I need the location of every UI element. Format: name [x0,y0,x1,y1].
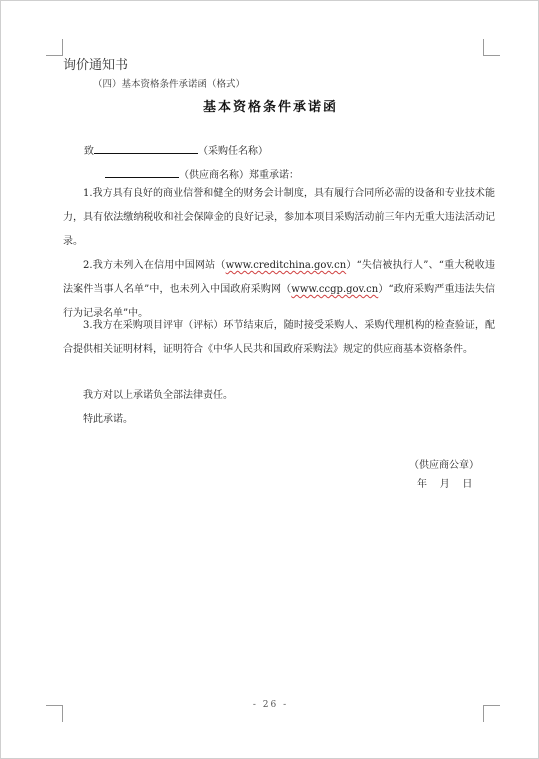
url-creditchina: www.creditchina.gov.cn [225,260,347,271]
crop-mark-top-left [46,39,63,56]
to-suffix: （采购任名称） [198,146,268,157]
supplier-line [105,166,299,181]
crop-mark-top-right [483,39,500,56]
supplier-suffix: （供应商名称）郑重承诺： [179,170,299,181]
addressee-blank [94,143,198,154]
supplier-blank [105,167,179,178]
paragraph-3: 3.我方在采购项目评审（评标）环节结束后，随时接受采购人、采购代理机构的检查验证，配合提供相关证明材料，证明符合《中华人民共和国政府采购法》规定的供应商基本资格条件。 [63,320,495,355]
p2-text-a: 2.我方未列入在信用中国网站（ [83,260,226,271]
supplier-seal: （供应商公章） [409,460,479,471]
paragraph-5: 特此承诺。 [83,414,133,425]
url-ccgp: www.ccgp.gov.cn [291,284,379,295]
paragraph-1: 1.我方具有良好的商业信誉和健全的财务会计制度，具有履行合同所必需的设备和专业技术能力，具有依法缴纳税收和社会保障金的良好记录，参加本项目采购活动前三年内无重大违法活动记录。 [63,188,495,247]
page-number: - 26 - [252,700,289,710]
addressee-line [84,142,268,157]
p2-text-c: ）“政府采购严重违法失信行为记录名单”中。 [63,284,495,319]
paragraph-4: 我方对以上承诺负全部法律责任。 [83,390,233,401]
section-label: （四）基本资格条件承诺函（格式） [93,79,246,90]
p2-text-b: ）“失信被执行人”、“重大税收违法案件当事人名单”中，也未列入中国政府采购网（ [63,260,495,295]
to-prefix: 致 [84,146,94,157]
signature-date: 年 月 日 [417,479,473,490]
header-title: 询价通知书 [63,58,129,73]
document-title: 基本资格条件承诺函 [202,100,338,115]
